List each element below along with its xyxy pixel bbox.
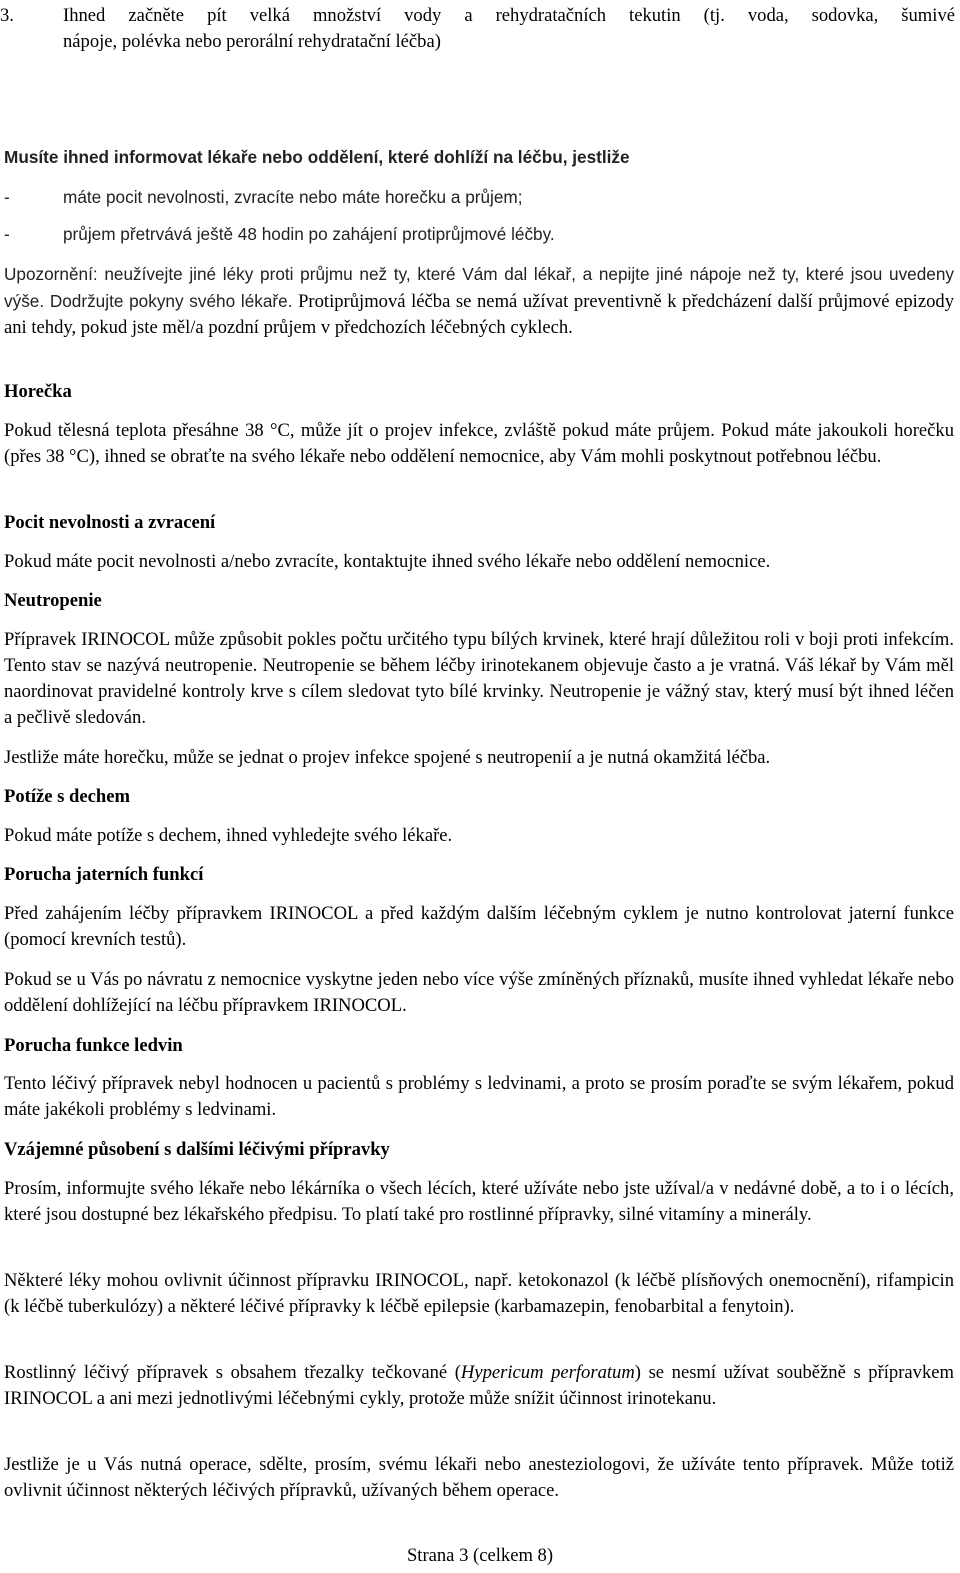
- bullet-dash: -: [4, 224, 10, 244]
- interactions-paragraph-3: Rostlinný léčivý přípravek s obsahem třezalky tečkované (Hypericum perforatum) se nesmí užívat souběžně s přípravkem IRINOCOL a ani mezi jednotlivými léčebnými cykly, protože může snížit účinnost irinotekanu.: [4, 1362, 954, 1409]
- warning-paragraph: [4, 261, 954, 341]
- warning-text-serif: Protiprůjmová léčba se nemá užívat preventivně k předcházení další průjmové epizody ani tehdy, pokud jste měl/a pozdní průjem v předchozích léčebných cyklech.: [4, 291, 954, 338]
- section-heading-breathing: Potíže s dechem: [4, 786, 130, 807]
- list-item-line-1: Ihned začněte pít velká množství vody a rehydratačních tekutin (tj. voda, sodovka, šumivé: [63, 5, 955, 26]
- breathing-paragraph: Pokud máte potíže s dechem, ihned vyhledejte svého lékaře.: [4, 825, 453, 846]
- liver-paragraph-1: Před zahájením léčby přípravkem IRINOCOL a před každým dalším léčebným cyklem je nutno kontrolovat jaterní funkce (pomocí krevních testů).: [4, 903, 954, 950]
- bullet-dash: -: [4, 187, 10, 207]
- page-footer: Strana 3 (celkem 8): [406, 1545, 554, 1566]
- bullet-item: průjem přetrvává ještě 48 hodin po zahájení protiprůjmové léčby.: [63, 224, 555, 244]
- nausea-paragraph: Pokud máte pocit nevolnosti a/nebo zvracíte, kontaktujte ihned svého lékaře nebo oddělení nemocnice.: [4, 551, 771, 572]
- list-item-line-2: nápoje, polévka nebo perorální rehydratační léčba): [63, 31, 441, 52]
- section-heading-kidney: Porucha funkce ledvin: [4, 1035, 183, 1056]
- bullet-item: máte pocit nevolnosti, zvracíte nebo máte horečku a průjem;: [63, 187, 523, 207]
- inform-heading: Musíte ihned informovat lékaře nebo oddělení, které dohlíží na léčbu, jestliže: [4, 147, 630, 167]
- neutropenia-paragraph-1: Přípravek IRINOCOL může způsobit pokles počtu určitého typu bílých krvinek, které hrají důležitou roli v boji proti infekcím. Tento stav se nazývá neutropenie. Neutropenie se během léčby irinotekanem objevuje často a je vratná. Váš lékař by Vám měl naordinovat pravidelné kontroly krve s cílem sledovat tyto bílé krvinky. Neutropenie je vážný stav, který musí být ihned léčen a pečlivě sledován.: [4, 629, 954, 728]
- interactions-paragraph-4: Jestliže je u Vás nutná operace, sdělte, prosím, svému lékaři nebo anesteziologovi, že užíváte tento přípravek. Může totiž ovlivnit účinnost některých léčivých přípravků, užívaných během operace.: [4, 1454, 954, 1501]
- section-heading-nausea: Pocit nevolnosti a zvracení: [4, 512, 216, 533]
- section-heading-interactions: Vzájemné působení s dalšími léčivými přípravky: [4, 1139, 390, 1160]
- section-heading-neutropenia: Neutropenie: [4, 590, 102, 611]
- section-heading-fever: Horečka: [4, 381, 72, 402]
- fever-paragraph: Pokud tělesná teplota přesáhne 38 °C, může jít o projev infekce, zvláště pokud máte průjem. Pokud máte jakoukoli horečku (přes 38 °C), ihned se obraťte na svého lékaře nebo oddělení nemocnice, aby Vám mohli poskytnout potřebnou léčbu.: [4, 420, 954, 467]
- warning-text: Upozornění: neužívejte jiné léky proti průjmu než ty, které Vám dal lékař, a nepijte jiné nápoje než ty, které jsou uvedeny výše. Dodržujte pokyny svého lékaře.: [4, 264, 954, 311]
- interactions-paragraph-2: Některé léky mohou ovlivnit účinnost přípravku IRINOCOL, např. ketokonazol (k léčbě plísňových onemocnění), rifampicin (k léčbě tuberkulózy) a některé léčivé přípravky k léčbě epilepsie (karbamazepin, fenobarbital a fenytoin).: [4, 1270, 954, 1317]
- section-heading-liver: Porucha jaterních funkcí: [4, 864, 204, 885]
- neutropenia-paragraph-2: Jestliže máte horečku, může se jednat o projev infekce spojené s neutropenií a je nutná okamžitá léčba.: [4, 747, 771, 768]
- liver-paragraph-2: Pokud se u Vás po návratu z nemocnice vyskytne jeden nebo více výše zmíněných příznaků, musíte ihned vyhledat lékaře nebo oddělení dohlížející na léčbu přípravkem IRINOCOL.: [4, 969, 954, 1016]
- latin-plant-name: Hypericum perforatum: [460, 1362, 635, 1383]
- kidney-paragraph: Tento léčivý přípravek nebyl hodnocen u pacientů s problémy s ledvinami, a proto se prosím poraďte se svým lékařem, pokud máte jakékoli problémy s ledvinami.: [4, 1073, 954, 1120]
- interactions-paragraph-1: Prosím, informujte svého lékaře nebo lékárníka o všech lécích, které užíváte nebo jste užíval/a v nedávné době, a to i o lécích, které jsou dostupné bez lékařského předpisu. To platí také pro rostlinné přípravky, silné vitamíny a minerály.: [4, 1178, 954, 1225]
- list-number: 3.: [0, 5, 14, 26]
